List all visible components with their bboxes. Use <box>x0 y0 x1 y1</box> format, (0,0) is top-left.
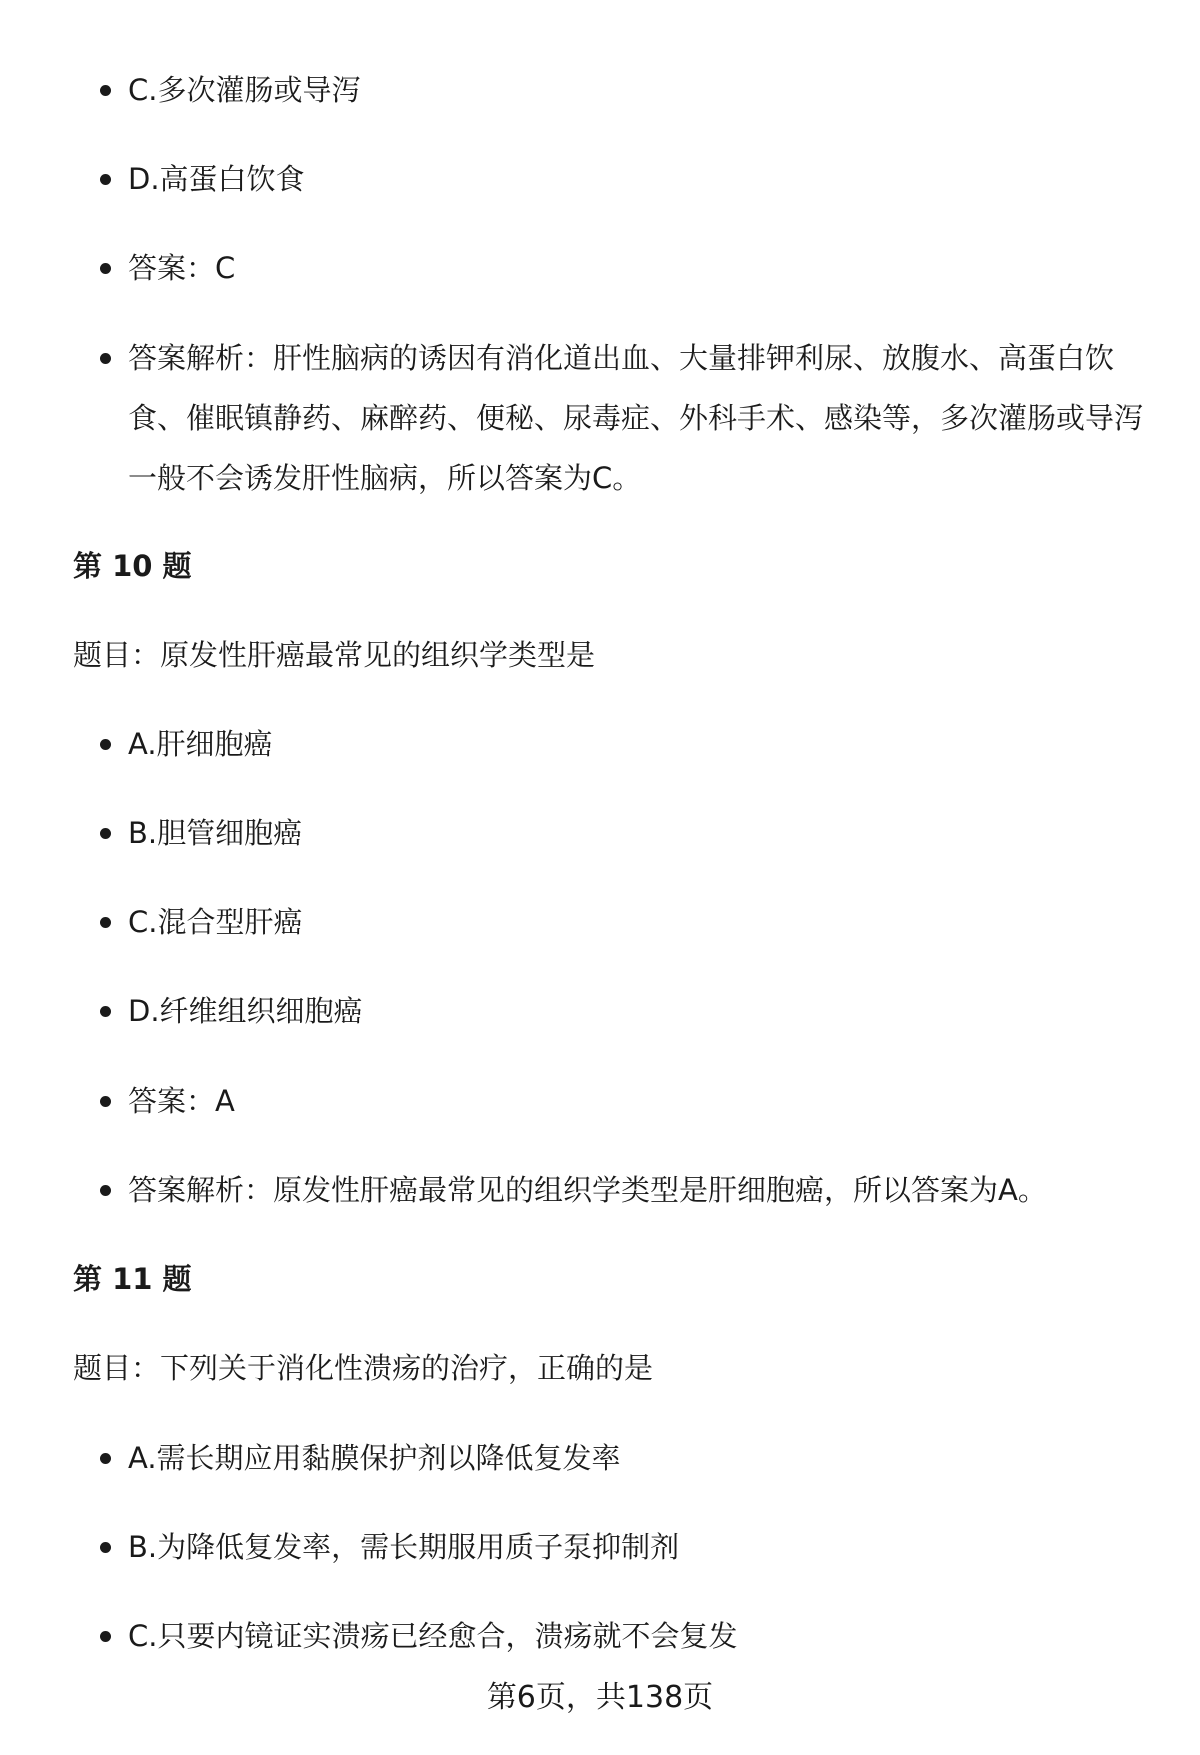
q10-answer: 答案：A <box>128 1071 235 1131</box>
q11-option-c: C.只要内镜证实溃疡已经愈合，溃疡就不会复发 <box>128 1606 737 1666</box>
q9-explanation: 答案解析：肝性脑病的诱因有消化道出血、大量排钾利尿、放腹水、高蛋白饮食、催眠镇静药、麻醉药、便秘、尿毒症、外科手术、感染等，多次灌肠或导泻一般不会诱发肝性脑病，所以答案为C。 <box>128 328 1148 508</box>
q11-heading: 第 11 题 <box>73 1262 192 1296</box>
q10-option-a: A.肝细胞癌 <box>128 714 273 774</box>
page-footer: 第6页，共138页 <box>486 1680 714 1715</box>
q10-option-b: B.胆管细胞癌 <box>128 803 302 863</box>
q10-explanation: 答案解析：原发性肝癌最常见的组织学类型是肝细胞癌，所以答案为A。 <box>128 1160 1047 1220</box>
q9-option-c: C.多次灌肠或导泻 <box>128 60 360 120</box>
q10-option-d: D.纤维组织细胞癌 <box>128 981 363 1041</box>
q11-option-a: A.需长期应用黏膜保护剂以降低复发率 <box>128 1428 621 1488</box>
q10-option-c: C.混合型肝癌 <box>128 892 302 952</box>
q10-heading: 第 10 题 <box>73 549 192 583</box>
q9-option-d: D.高蛋白饮食 <box>128 149 305 209</box>
q9-answer: 答案：C <box>128 238 235 298</box>
q11-option-b: B.为降低复发率，需长期服用质子泵抑制剂 <box>128 1517 679 1577</box>
q11-stem: 题目：下列关于消化性溃疡的治疗，正确的是 <box>73 1351 654 1385</box>
q10-stem: 题目：原发性肝癌最常见的组织学类型是 <box>73 638 596 672</box>
